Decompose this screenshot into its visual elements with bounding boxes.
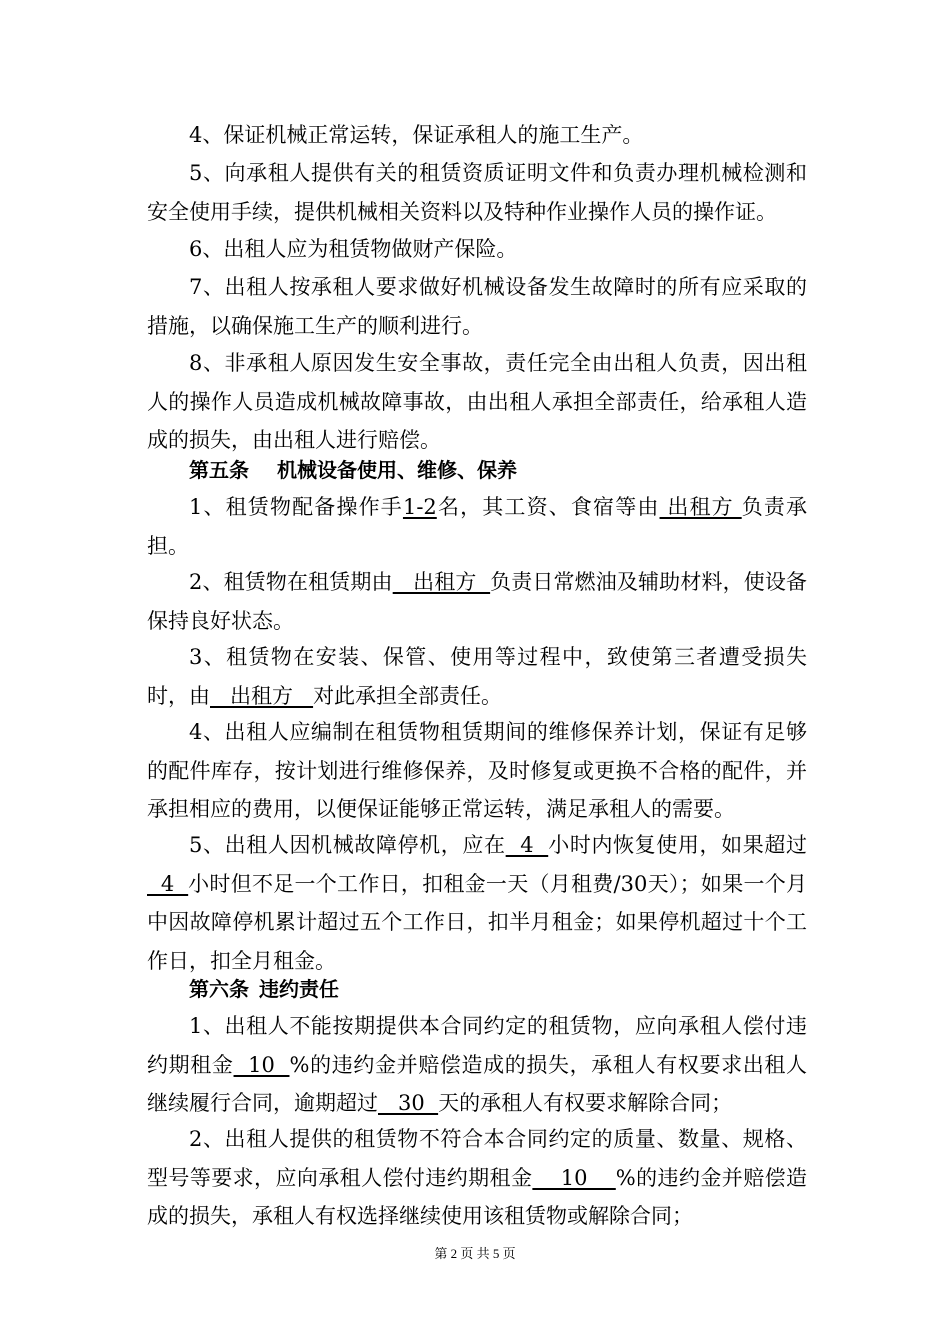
page-number-footer: 第 2 页 共 5 页 xyxy=(434,1246,516,1261)
fuel-bearer-blank: 出租方 xyxy=(392,570,491,594)
overdue-days-blank: 30 xyxy=(378,1091,439,1115)
wage-bearer-blank: 出租方 xyxy=(659,495,742,519)
article-5-item-1: 1、租赁物配备操作手1-2名，其工资、食宿等由 出租方 负责承担。 xyxy=(147,495,808,558)
article-5-heading: 第五条 机械设备使用、维修、保养 xyxy=(189,458,517,482)
repair-hours-blank: 4 xyxy=(505,833,549,857)
clause-4-6: 6、出租人应为租赁物做财产保险。 xyxy=(189,237,518,261)
clause-4-7: 7、出租人按承租人要求做好机械设备发生故障时的所有应采取的措施，以确保施工生产的顺利进行。 xyxy=(147,275,807,338)
operator-count-blank: 1-2 xyxy=(402,495,437,519)
article-6-heading: 第六条 违约责任 xyxy=(189,977,339,1001)
clause-4-5: 5、向承租人提供有关的租赁资质证明文件和负责办理机械检测和安全使用手续，提供机械相关资料以及特种作业操作人员的操作证。 xyxy=(147,161,807,224)
liability-bearer-blank: 出租方 xyxy=(210,683,314,708)
clause-4-4: 4、保证机械正常运转，保证承租人的施工生产。 xyxy=(189,123,644,147)
article-5-item-2: 2、租赁物在租赁期由 出租方 负责日常燃油及辅助材料，使设备保持良好状态。 xyxy=(147,570,807,633)
overdue-hours-blank: 4 xyxy=(147,871,189,896)
article-6-item-2: 2、出租人提供的租赁物不符合本合同约定的质量、数量、规格、型号等要求，应向承租人偿付违约期租金 10 %的违约金并赔偿造成的损失，承租人有权选择继续使用该租赁物或解除合同； xyxy=(147,1127,808,1228)
penalty-rate-blank: 10 xyxy=(233,1052,290,1077)
article-5-item-4: 4、出租人应编制在租赁物租赁期间的维修保养计划，保证有足够的配件库存，按计划进行维修保养，及时修复或更换不合格的配件，并承担相应的费用，以便保证能够正常运转，满足承租人的需要。 xyxy=(147,720,807,821)
article-5-item-3: 3、租赁物在安装、保管、使用等过程中，致使第三者遭受损失时，由 出租方 对此承担全部责任。 xyxy=(147,645,807,708)
article-5-item-5: 5、出租人因机械故障停机，应在 4 小时内恢复使用，如果超过 4 小时但不足一个工作日，扣租金一天（月租费/30天）；如果一个月中因故障停机累计超过五个工作日，扣半月租金；如果停机超过十个工作日，扣全月租金。 xyxy=(147,833,808,973)
article-6-item-1: 1、出租人不能按期提供本合同约定的租赁物，应向承租人偿付违约期租金 10 %的违约金并赔偿造成的损失，承租人有权要求出租人继续履行合同，逾期超过 30 天的承租人有权要求解除合同； xyxy=(147,1014,807,1115)
quality-penalty-rate-blank: 10 xyxy=(532,1165,616,1190)
clause-4-8: 8、非承租人原因发生安全事故，责任完全由出租人负责，因出租人的操作人员造成机械故障事故，由出租人承担全部责任，给承租人造成的损失，由出租人进行赔偿。 xyxy=(147,351,807,452)
